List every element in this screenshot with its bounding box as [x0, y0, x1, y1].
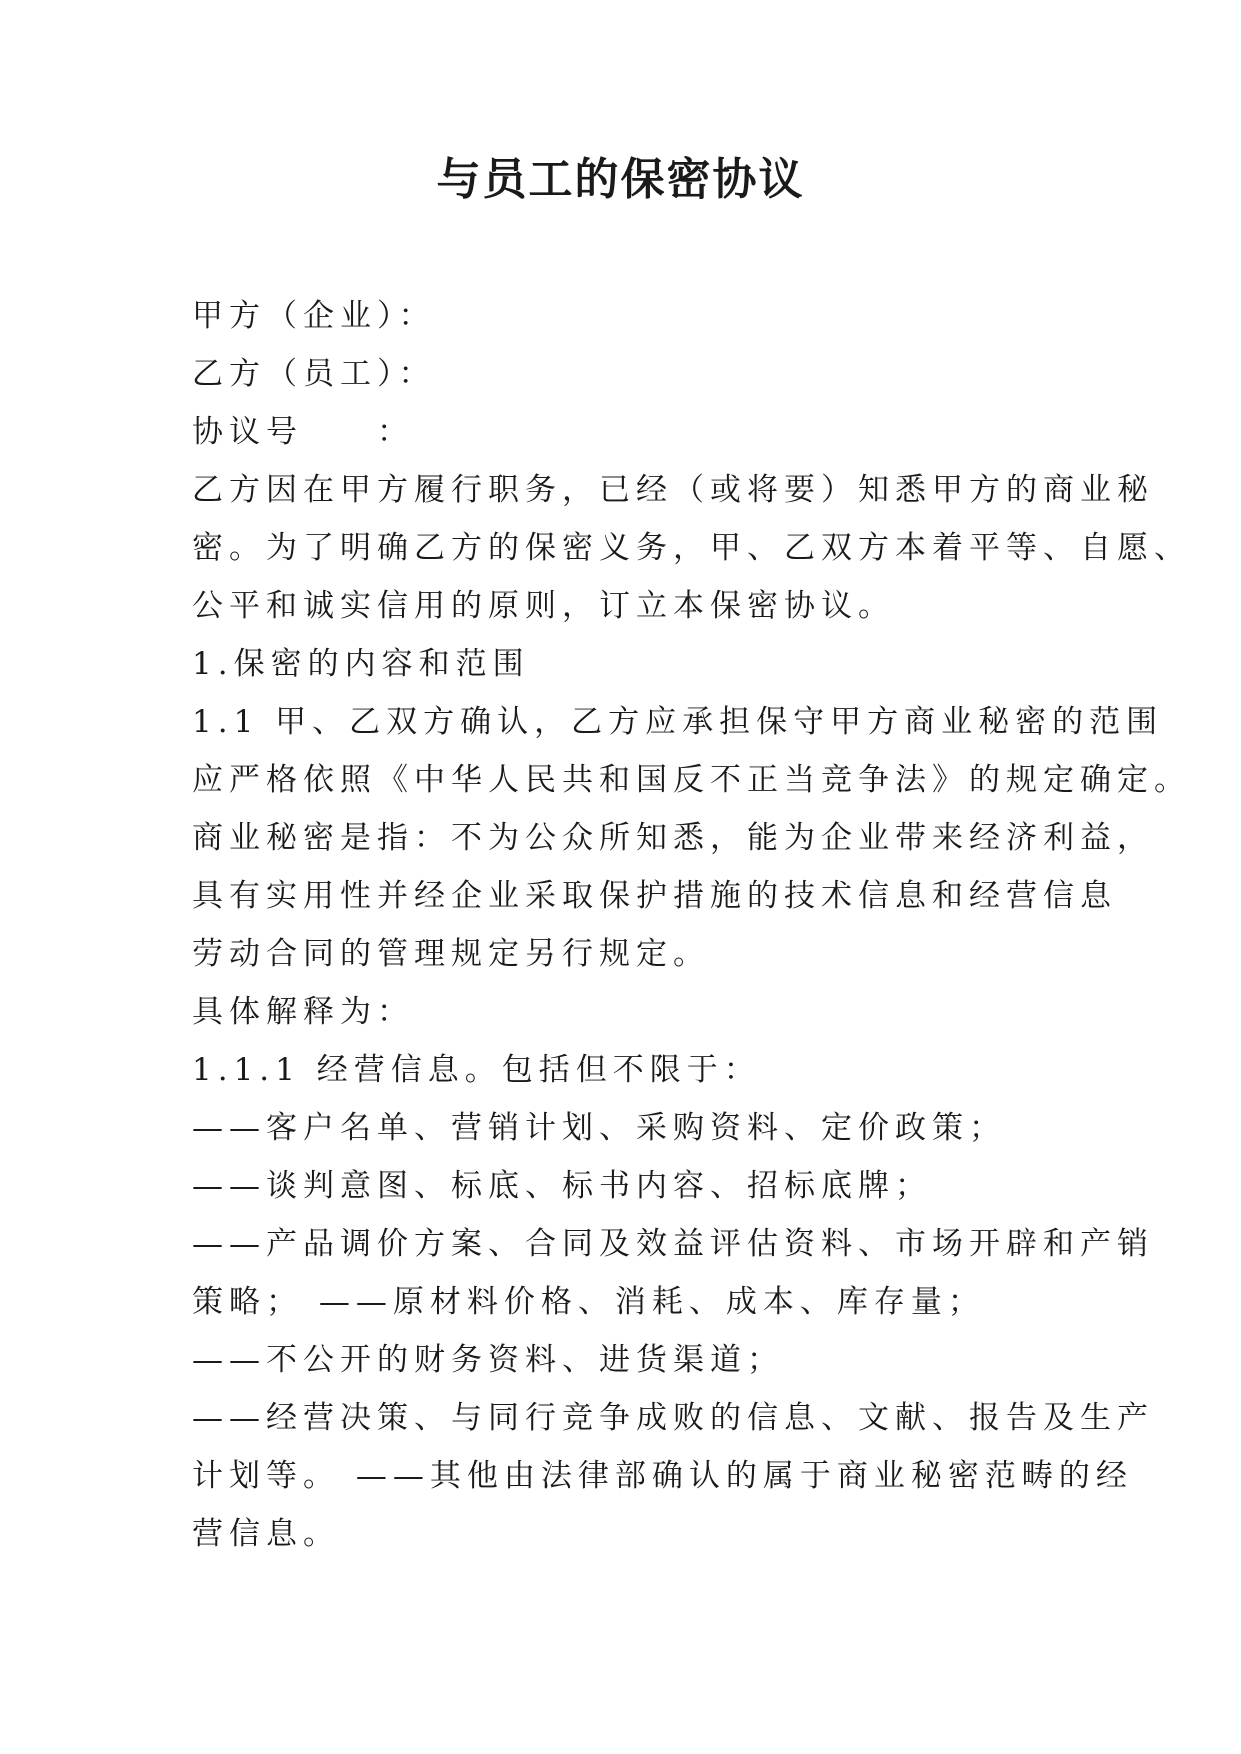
section-heading: 1.保密的内容和范围 [192, 646, 530, 682]
paragraph-line: 劳动合同的管理规定另行规定。 [192, 936, 710, 972]
list-item: 策略； ——原材料价格、消耗、成本、库存量； [192, 1284, 985, 1320]
party-a-label: 甲方（企业）： [192, 298, 436, 334]
agreement-number-colon: ： [377, 414, 414, 450]
list-item: 计划等。 ——其他由法律部确认的属于商业秘密范畴的经 [192, 1458, 1133, 1494]
paragraph-line: 密。为了明确乙方的保密义务，甲、乙双方本着平等、自愿、 [192, 530, 1191, 566]
document-title: 与员工的保密协议 [436, 154, 805, 205]
paragraph-line: 商业秘密是指：不为公众所知悉，能为企业带来经济利益， [192, 820, 1154, 856]
party-b-line [192, 345, 1072, 403]
list-item: ——客户名单、营销计划、采购资料、定价政策； [192, 1110, 1006, 1146]
list-item: 营信息。 [192, 1516, 340, 1552]
paragraph-line: 应严格依照《中华人民共和国反不正当竞争法》的规定确定。 [192, 762, 1191, 798]
party-a-line [192, 287, 1072, 345]
list-item: ——经营决策、与同行竞争成败的信息、文献、报告及生产 [192, 1400, 1154, 1436]
subsection-heading: 1.1.1 经营信息。包括但不限于： [192, 1052, 761, 1088]
list-item: ——不公开的财务资料、进货渠道； [192, 1342, 784, 1378]
agreement-number-label: 协议号 [192, 414, 303, 450]
paragraph-line: 具体解释为： [192, 994, 414, 1030]
document-body [192, 287, 1191, 1563]
list-item: ——产品调价方案、合同及效益评估资料、市场开辟和产销 [192, 1226, 1154, 1262]
paragraph-line: 具有实用性并经企业采取保护措施的技术信息和经营信息 [192, 878, 1117, 914]
list-item: ——谈判意图、标底、标书内容、招标底牌； [192, 1168, 932, 1204]
paragraph-line: 公平和诚实信用的原则，订立本保密协议。 [192, 588, 895, 624]
agreement-number-line [192, 403, 1072, 461]
paragraph-line: 乙方因在甲方履行职务，已经（或将要）知悉甲方的商业秘 [192, 472, 1154, 508]
paragraph-line: 1.1 甲、乙双方确认，乙方应承担保守甲方商业秘密的范围 [192, 704, 1164, 740]
party-b-label: 乙方（员工）： [192, 356, 436, 392]
